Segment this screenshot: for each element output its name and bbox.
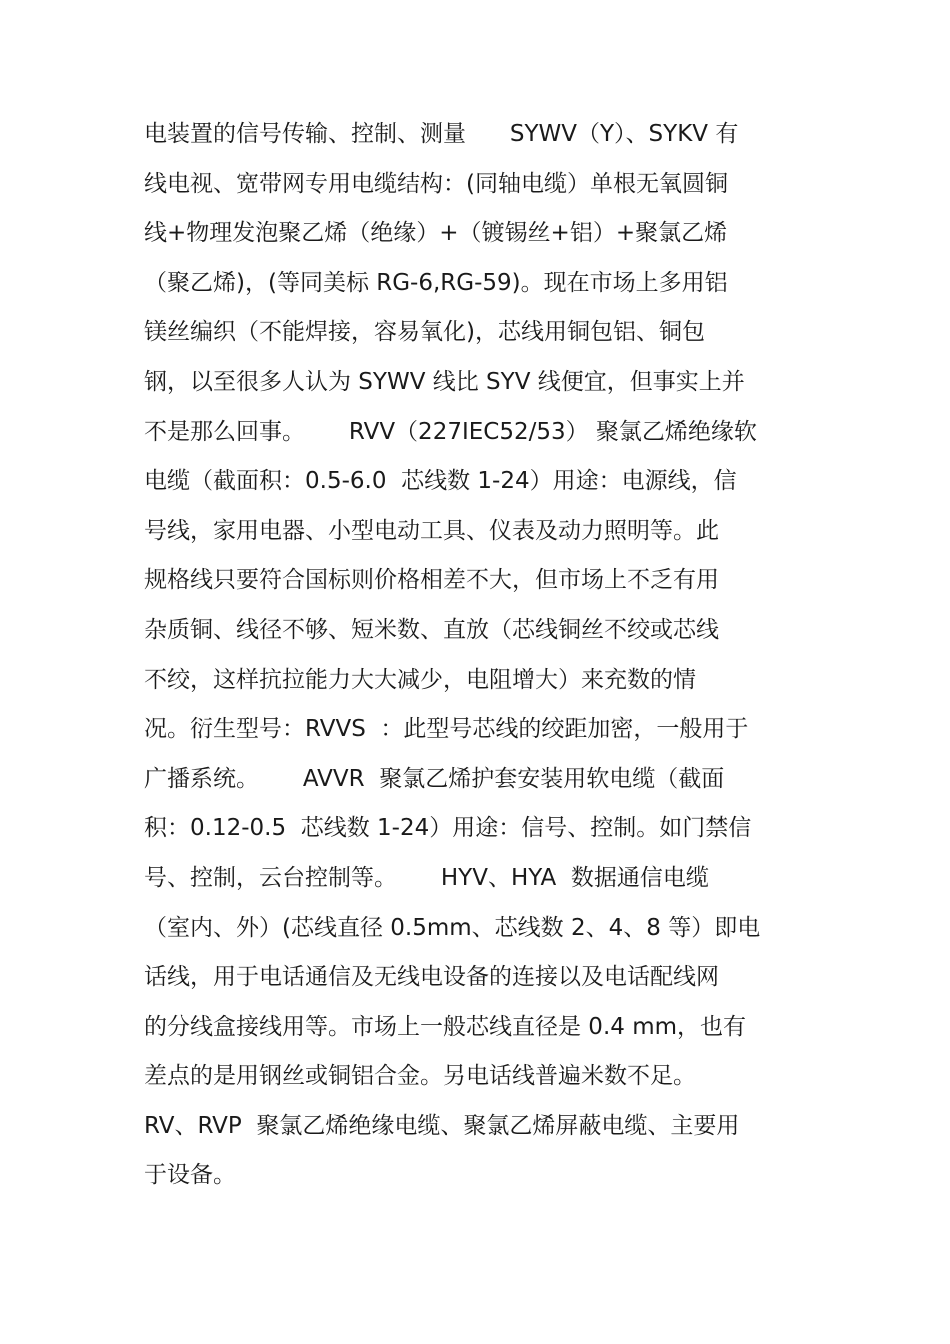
text-line: 镁丝编织（不能焊接，容易氧化)，芯线用铜包铝、铜包 xyxy=(144,319,705,346)
text-line: 话线，用于电话通信及无线电设备的连接以及电话配线网 xyxy=(144,964,719,991)
text-line: 况。衍生型号：RVVS ：此型号芯线的绞距加密，一般用于 xyxy=(144,716,749,743)
text-line: 于设备。 xyxy=(144,1162,236,1189)
text-line: 号、控制，云台控制等。 HYV、HYA 数据通信电缆 xyxy=(144,864,709,891)
text-line: 电缆（截面积：0.5-6.0 芯线数 1-24）用途：电源线，信 xyxy=(144,468,737,495)
text-line: 电装置的信号传输、控制、测量 SYWV（Y）、SYKV 有 xyxy=(144,121,739,147)
text-line: 的分线盒接线用等。市场上一般芯线直径是 0.4 mm，也有 xyxy=(144,1013,747,1040)
text-line: 广播系统。 AVVR 聚氯乙烯护套安装用软电缆（截面 xyxy=(144,765,725,792)
text-line: 积：0.12-0.5 芯线数 1-24）用途：信号、控制。如门禁信 xyxy=(144,815,752,842)
text-line: 号线，家用电器、小型电动工具、仪表及动力照明等。此 xyxy=(144,517,719,544)
text-line: RV、RVP 聚氯乙烯绝缘电缆、聚氯乙烯屏蔽电缆、主要用 xyxy=(144,1112,740,1139)
text-line: 钢，以至很多人认为 SYWV 线比 SYV 线便宜，但事实上并 xyxy=(144,368,745,395)
text-line: 不是那么回事。 RVV（227IEC52/53） 聚氯乙烯绝缘软 xyxy=(144,418,757,445)
text-line: 不绞，这样抗拉能力大大减少，电阻增大）来充数的情 xyxy=(144,666,696,693)
text-line: （室内、外）(芯线直径 0.5mm、芯线数 2、4、8 等）即电 xyxy=(144,914,761,941)
text-line: 规格线只要符合国标则价格相差不大，但市场上不乏有用 xyxy=(144,567,719,594)
text-line: 线电视、宽带网专用电缆结构：(同轴电缆）单根无氧圆铜 xyxy=(144,170,728,197)
text-line: （聚乙烯)，(等同美标 RG-6,RG-59)。现在市场上多用铝 xyxy=(144,269,728,296)
text-line: 线+物理发泡聚乙烯（绝缘）+（镀锡丝+铝）+聚氯乙烯 xyxy=(144,220,728,247)
text-line: 杂质铜、线径不够、短米数、直放（芯线铜丝不绞或芯线 xyxy=(144,616,719,643)
body-text xyxy=(144,110,814,1201)
text-line: 差点的是用钢丝或铜铝合金。另电话线普遍米数不足。 xyxy=(144,1063,696,1090)
